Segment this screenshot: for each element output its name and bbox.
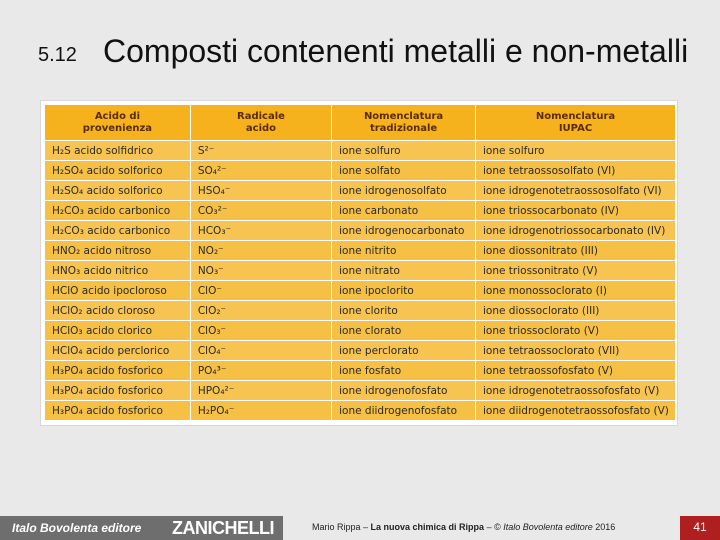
cell-acid-origin: H₂CO₃ acido carbonico: [45, 221, 190, 240]
table-body: [45, 141, 675, 420]
cell-acid-radical: CO₃²⁻: [191, 201, 331, 220]
cell-acid-radical: S²⁻: [191, 141, 331, 160]
cell-iupac-name: ione diidrogenotetraossofosfato (V): [476, 401, 675, 420]
table-row: [45, 261, 675, 280]
cell-traditional-name: ione idrogenofosfato: [332, 381, 475, 400]
table-row: [45, 221, 675, 240]
publisher-bar: [0, 516, 283, 540]
header-line: provenienza: [82, 122, 153, 134]
cell-traditional-name: ione nitrito: [332, 241, 475, 260]
cell-acid-origin: H₃PO₄ acido fosforico: [45, 361, 190, 380]
table-row: [45, 361, 675, 380]
cell-acid-radical: SO₄²⁻: [191, 161, 331, 180]
table-row: [45, 401, 675, 420]
header-line: Nomenclatura: [363, 110, 444, 122]
cell-iupac-name: ione triossoclorato (V): [476, 321, 675, 340]
header-line: Acido di: [94, 110, 141, 122]
page-number: 41: [693, 520, 707, 534]
cell-traditional-name: ione carbonato: [332, 201, 475, 220]
cell-acid-origin: H₂S acido solfidrico: [45, 141, 190, 160]
credits-separator: – ©: [484, 522, 504, 532]
cell-acid-origin: H₂CO₃ acido carbonico: [45, 201, 190, 220]
cell-iupac-name: ione diossoclorato (III): [476, 301, 675, 320]
cell-iupac-name: ione idrogenotetraossosolfato (VI): [476, 181, 675, 200]
header-line: IUPAC: [558, 122, 593, 134]
table-row: [45, 321, 675, 340]
table-row: [45, 141, 675, 160]
header-line: Radicale: [237, 110, 285, 122]
page-number-box: [680, 516, 720, 540]
cell-acid-radical: NO₂⁻: [191, 241, 331, 260]
cell-traditional-name: ione ipoclorito: [332, 281, 475, 300]
table-row: [45, 341, 675, 360]
header-line: tradizionale: [369, 122, 438, 134]
cell-traditional-name: ione solfuro: [332, 141, 475, 160]
cell-iupac-name: ione triossocarbonato (IV): [476, 201, 675, 220]
zanichelli-logo: ZANICHELLI: [172, 518, 274, 538]
cell-traditional-name: ione nitrato: [332, 261, 475, 280]
slide-title: Composti contenenti metalli e non-metalli: [103, 33, 689, 69]
cell-traditional-name: ione clorato: [332, 321, 475, 340]
table-row: [45, 281, 675, 300]
cell-iupac-name: ione monossoclorato (I): [476, 281, 675, 300]
cell-acid-radical: PO₄³⁻: [191, 361, 331, 380]
cell-iupac-name: ione tetraossosolfato (VI): [476, 161, 675, 180]
cell-traditional-name: ione fosfato: [332, 361, 475, 380]
cell-acid-origin: H₃PO₄ acido fosforico: [45, 381, 190, 400]
cell-acid-origin: HNO₂ acido nitroso: [45, 241, 190, 260]
cell-iupac-name: ione diossonitrato (III): [476, 241, 675, 260]
author: Mario Rippa –: [312, 522, 371, 532]
title-bar: [0, 0, 720, 100]
table-row: [45, 181, 675, 200]
cell-acid-origin: H₃PO₄ acido fosforico: [45, 401, 190, 420]
header-line: Nomenclatura: [535, 110, 616, 122]
copyright-year: 2016: [592, 522, 616, 532]
cell-acid-radical: HCO₃⁻: [191, 221, 331, 240]
cell-acid-origin: HClO acido ipocloroso: [45, 281, 190, 300]
header-acid-origin: [45, 105, 190, 140]
nomenclature-table-frame: [40, 100, 678, 426]
table-row: [45, 241, 675, 260]
cell-acid-origin: HClO₃ acido clorico: [45, 321, 190, 340]
cell-traditional-name: ione perclorato: [332, 341, 475, 360]
cell-acid-origin: HClO₂ acido cloroso: [45, 301, 190, 320]
copyright-publisher: Italo Bovolenta editore: [503, 522, 593, 532]
cell-acid-radical: ClO₂⁻: [191, 301, 331, 320]
cell-acid-radical: ClO⁻: [191, 281, 331, 300]
slide-number: 5.12: [38, 44, 77, 66]
cell-traditional-name: ione idrogenosolfato: [332, 181, 475, 200]
cell-acid-origin: HClO₄ acido perclorico: [45, 341, 190, 360]
table-row: [45, 201, 675, 220]
cell-iupac-name: ione solfuro: [476, 141, 675, 160]
cell-traditional-name: ione diidrogenofosfato: [332, 401, 475, 420]
cell-traditional-name: ione solfato: [332, 161, 475, 180]
footer-credits: [312, 522, 615, 532]
table-row: [45, 301, 675, 320]
table-row: [45, 161, 675, 180]
cell-iupac-name: ione triossonitrato (V): [476, 261, 675, 280]
cell-acid-radical: NO₃⁻: [191, 261, 331, 280]
cell-acid-origin: H₂SO₄ acido solforico: [45, 181, 190, 200]
cell-iupac-name: ione idrogenotriossocarbonato (IV): [476, 221, 675, 240]
header-traditional-name: [332, 105, 475, 140]
cell-acid-radical: ClO₄⁻: [191, 341, 331, 360]
cell-traditional-name: ione clorito: [332, 301, 475, 320]
cell-acid-radical: H₂PO₄⁻: [191, 401, 331, 420]
header-acid-radical: [191, 105, 331, 140]
cell-traditional-name: ione idrogenocarbonato: [332, 221, 475, 240]
table-row: [45, 381, 675, 400]
table-header-row: [45, 105, 675, 140]
header-iupac-name: [476, 105, 675, 140]
cell-acid-radical: HSO₄⁻: [191, 181, 331, 200]
cell-acid-origin: H₂SO₄ acido solforico: [45, 161, 190, 180]
cell-iupac-name: ione tetraossoclorato (VII): [476, 341, 675, 360]
cell-iupac-name: ione tetraossofosfato (V): [476, 361, 675, 380]
cell-acid-radical: HPO₄²⁻: [191, 381, 331, 400]
cell-acid-origin: HNO₃ acido nitrico: [45, 261, 190, 280]
cell-acid-radical: ClO₃⁻: [191, 321, 331, 340]
cell-iupac-name: ione idrogenotetraossofosfato (V): [476, 381, 675, 400]
book-title: La nuova chimica di Rippa: [370, 522, 485, 532]
nomenclature-table: [44, 104, 676, 421]
header-line: acido: [245, 122, 277, 134]
publisher-name: Italo Bovolenta editore: [12, 521, 142, 535]
